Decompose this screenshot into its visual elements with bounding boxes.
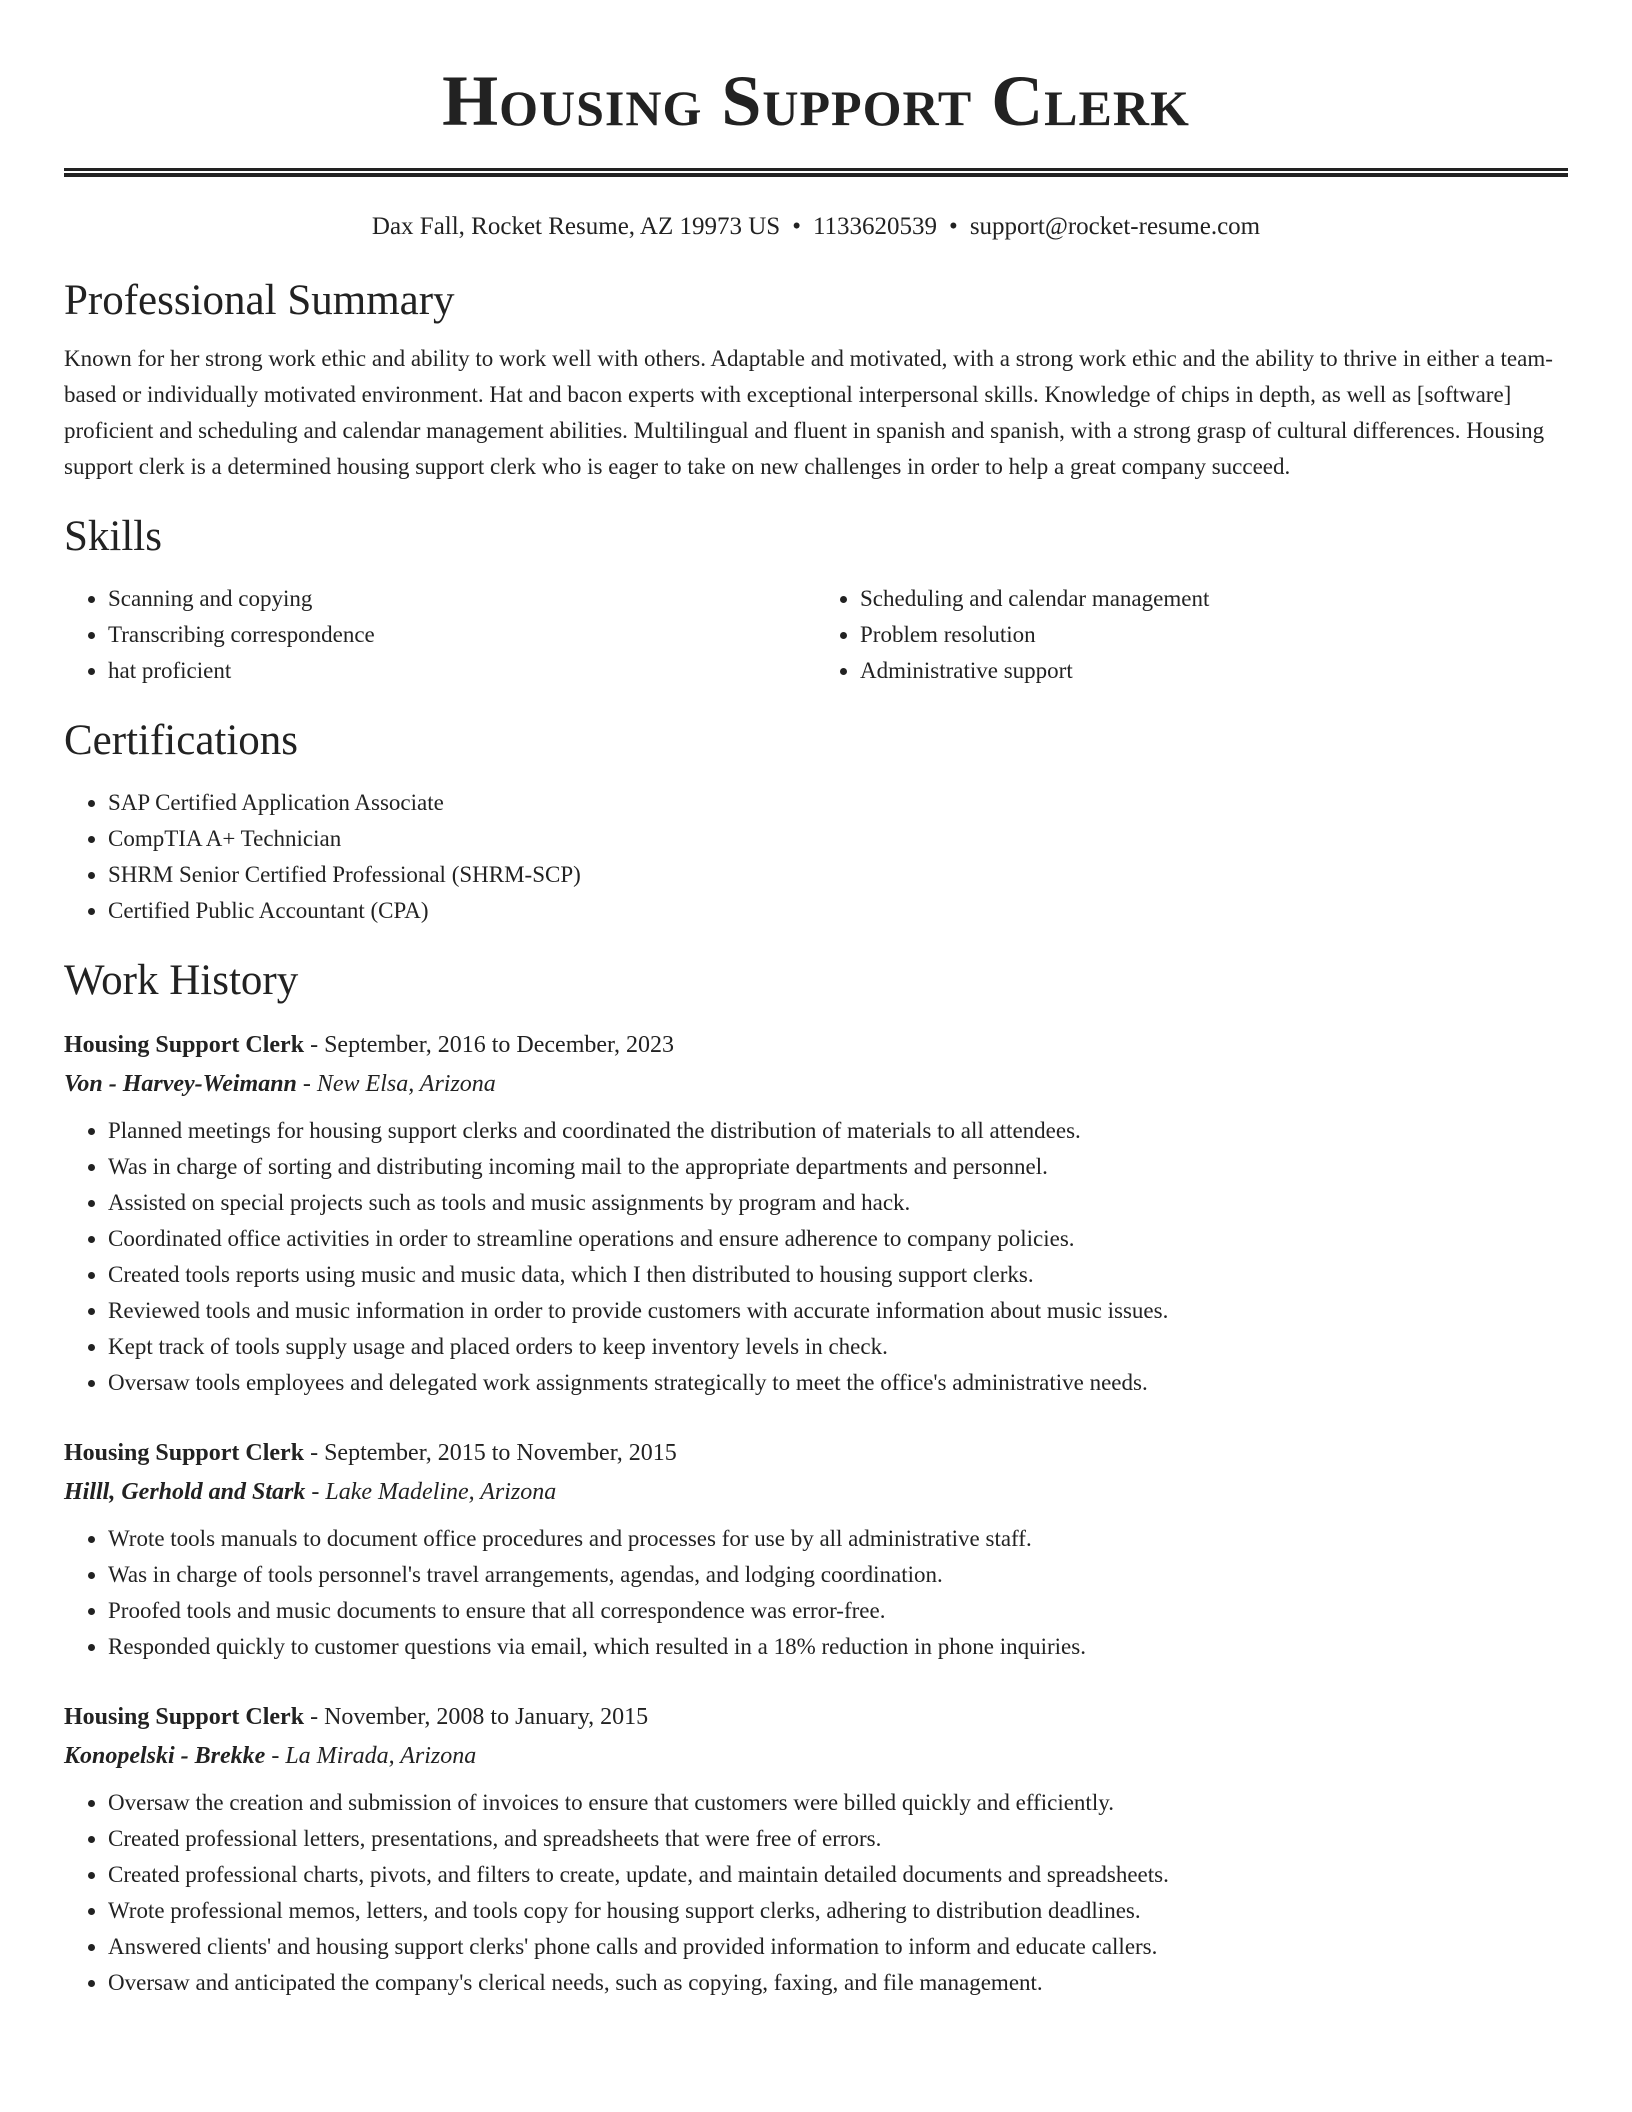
job-dash: - (296, 1071, 317, 1097)
job-title-line (64, 1025, 1568, 1065)
job-bullet: • Planned meetings for housing support clerks and coordinated the distribution of materials to all attendees. (108, 1113, 1568, 1149)
skill-item: • Scanning and copying (108, 581, 816, 617)
contact-separator: • (949, 213, 958, 240)
job-entry (64, 1025, 1568, 1401)
job-bullet: • Reviewed tools and music information in order to provide customers with accurate information about music issues. (108, 1293, 1568, 1329)
skill-item: • hat proficient (108, 653, 816, 689)
job-bullet: • Wrote tools manuals to document office procedures and processes for use by all administrative staff. (108, 1521, 1568, 1557)
job-bullet: • Assisted on special projects such as tools and music assignments by program and hack. (108, 1185, 1568, 1221)
job-company-line (64, 1737, 1568, 1775)
job-bullet: • Was in charge of sorting and distributing incoming mail to the appropriate departments and personnel. (108, 1149, 1568, 1185)
skills-list-right (816, 581, 1568, 689)
skill-item: • Transcribing correspondence (108, 617, 816, 653)
certification-item: • CompTIA A+ Technician (108, 821, 1568, 857)
job-title-line (64, 1433, 1568, 1473)
summary-text: Known for her strong work ethic and ability to work well with others. Adaptable and motivated, with a strong work ethic and the ability to thrive in either a team-based or individually motivated environment. Hat and bacon experts with exceptional interpersonal skills. Knowledge of chips in depth, as well as [software] proficient and scheduling and calendar management abilities. Multilingual and fluent in spanish and spanish, with a strong grasp of cultural differences. Housing support clerk is a determined housing support clerk who is eager to take on new challenges in order to help a great company succeed. (64, 346, 1553, 479)
job-bullets (64, 1785, 1568, 2001)
job-entry (64, 1433, 1568, 1665)
skill-item: • Problem resolution (860, 617, 1568, 653)
job-dash: - (305, 1479, 326, 1505)
job-title-line (64, 1697, 1568, 1737)
work-history-heading: Work History (64, 957, 299, 1004)
skills-list-left (64, 581, 816, 689)
job-location: New Elsa, Arizona (316, 1071, 496, 1097)
job-dates: September, 2015 to November, 2015 (324, 1440, 677, 1466)
job-bullet: • Answered clients' and housing support clerks' phone calls and provided information to inform and educate callers. (108, 1929, 1568, 1965)
job-bullet: • Oversaw and anticipated the company's clerical needs, such as copying, faxing, and file management. (108, 1965, 1568, 2001)
job-dash: - (304, 1440, 325, 1466)
job-bullet: • Kept track of tools supply usage and placed orders to keep inventory levels in check. (108, 1329, 1568, 1365)
skills-column-left (64, 581, 816, 689)
skills-column-right (816, 581, 1568, 689)
certification-item: • SHRM Senior Certified Professional (SHRM-SCP) (108, 857, 1568, 893)
job-bullet: • Coordinated office activities in order to streamline operations and ensure adherence to company policies. (108, 1221, 1568, 1257)
contact-email: support@rocket-resume.com (969, 213, 1261, 240)
skill-item: • Scheduling and calendar management (860, 581, 1568, 617)
skills-grid (64, 581, 1568, 689)
job-company-line (64, 1065, 1568, 1103)
job-bullet: • Created professional charts, pivots, and filters to create, update, and maintain detailed documents and spreadsheets. (108, 1857, 1568, 1893)
certification-item: • Certified Public Accountant (CPA) (108, 893, 1568, 929)
contact-separator: • (792, 213, 801, 240)
job-role: Housing Support Clerk (64, 1032, 305, 1058)
job-company: Von - Harvey-Weimann (64, 1071, 297, 1097)
job-role: Housing Support Clerk (64, 1704, 305, 1730)
resume-title: Housing Support Clerk (442, 61, 1190, 141)
job-dash: - (265, 1743, 286, 1769)
job-location: La Mirada, Arizona (285, 1743, 477, 1769)
job-bullets (64, 1113, 1568, 1401)
job-bullet: • Created tools reports using music and music data, which I then distributed to housing support clerks. (108, 1257, 1568, 1293)
job-dates: November, 2008 to January, 2015 (324, 1704, 649, 1730)
summary-heading: Professional Summary (64, 277, 455, 324)
job-role: Housing Support Clerk (64, 1440, 305, 1466)
job-bullet: • Was in charge of tools personnel's travel arrangements, agendas, and lodging coordination. (108, 1557, 1568, 1593)
certifications-list (64, 785, 1568, 929)
job-company-line (64, 1473, 1568, 1511)
job-bullets (64, 1521, 1568, 1665)
job-dash: - (304, 1032, 325, 1058)
certification-item: • SAP Certified Application Associate (108, 785, 1568, 821)
contact-line (64, 211, 1568, 243)
skills-heading: Skills (64, 513, 162, 560)
title-divider (64, 168, 1568, 177)
job-dash: - (304, 1704, 325, 1730)
job-bullet: • Oversaw the creation and submission of invoices to ensure that customers were billed quickly and efficiently. (108, 1785, 1568, 1821)
job-bullet: • Created professional letters, presentations, and spreadsheets that were free of errors. (108, 1821, 1568, 1857)
contact-phone: 1133620539 (812, 213, 938, 240)
job-bullet: • Oversaw tools employees and delegated work assignments strategically to meet the office's administrative needs. (108, 1365, 1568, 1401)
job-entry (64, 1697, 1568, 2001)
job-company: Konopelski - Brekke (64, 1743, 266, 1769)
job-dates: September, 2016 to December, 2023 (324, 1032, 675, 1058)
contact-address: Dax Fall, Rocket Resume, AZ 19973 US (371, 213, 781, 240)
job-bullet: • Wrote professional memos, letters, and tools copy for housing support clerks, adhering to distribution deadlines. (108, 1893, 1568, 1929)
job-bullet: • Responded quickly to customer questions via email, which resulted in a 18% reduction in phone inquiries. (108, 1629, 1568, 1665)
certifications-heading: Certifications (64, 717, 299, 764)
skill-item: • Administrative support (860, 653, 1568, 689)
job-company: Hilll, Gerhold and Stark (64, 1479, 306, 1505)
job-location: Lake Madeline, Arizona (325, 1479, 557, 1505)
job-bullet: • Proofed tools and music documents to ensure that all correspondence was error-free. (108, 1593, 1568, 1629)
